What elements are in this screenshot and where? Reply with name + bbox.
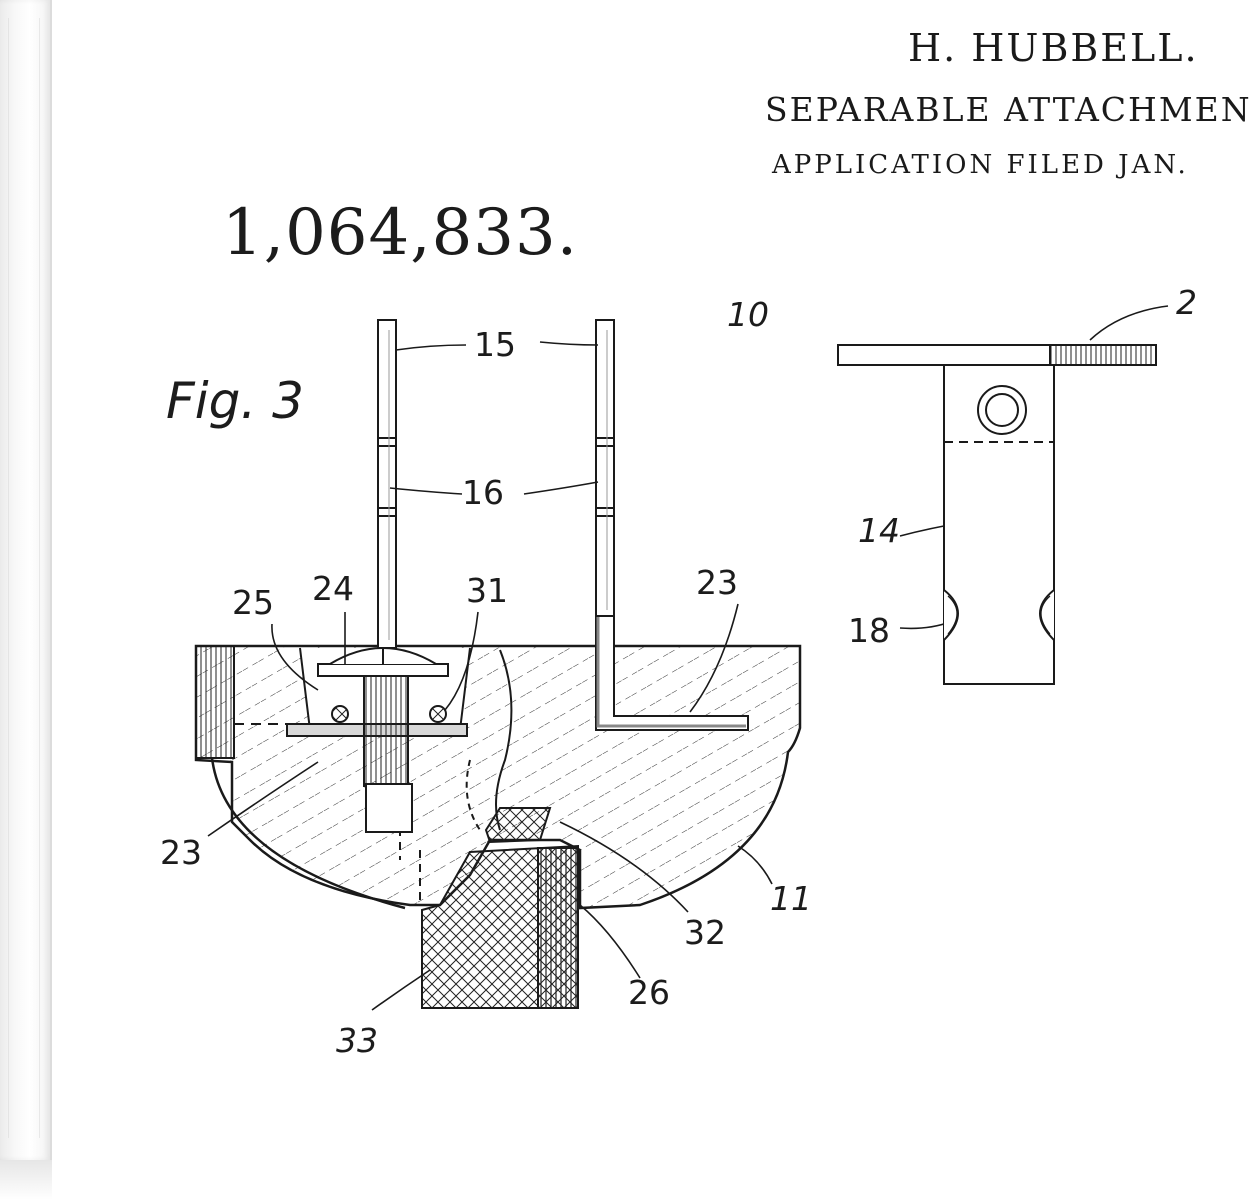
- knurled-rim: [196, 646, 234, 758]
- ref-18: 18: [848, 611, 890, 650]
- ref-15: 15: [474, 325, 516, 364]
- figure-label: Fig. 3: [166, 372, 304, 430]
- cord-insert: [486, 808, 550, 842]
- ref-33: 33: [336, 1021, 378, 1060]
- ref-26: 26: [628, 973, 670, 1012]
- wire-loop-left: [332, 706, 348, 722]
- ref-2x: 2: [1176, 283, 1197, 322]
- blade-right: [596, 320, 614, 616]
- inventor-name: H. HUBBELL.: [908, 26, 1199, 70]
- ref-24: 24: [312, 569, 354, 608]
- ref-23-upper: 23: [696, 563, 738, 602]
- ref-16: 16: [462, 473, 504, 512]
- ref-10: 10: [727, 295, 769, 334]
- cord-sheath: [538, 848, 578, 1008]
- patent-title: SEPARABLE ATTACHMEN: [765, 90, 1252, 129]
- ref-32: 32: [684, 913, 726, 952]
- wire-loop-right: [430, 706, 446, 722]
- screw-nut: [366, 784, 412, 832]
- ref-25: 25: [232, 583, 274, 622]
- filing-line: APPLICATION FILED JAN.: [772, 150, 1189, 180]
- ref-14: 14: [858, 511, 900, 550]
- screw-head: [318, 664, 448, 676]
- screw-shank: [364, 676, 408, 786]
- blade-left: [378, 320, 396, 648]
- ref-11: 11: [770, 879, 812, 918]
- ref-23-lower: 23: [160, 833, 202, 872]
- patent-number: 1,064,833.: [222, 196, 579, 270]
- ref-31: 31: [466, 571, 508, 610]
